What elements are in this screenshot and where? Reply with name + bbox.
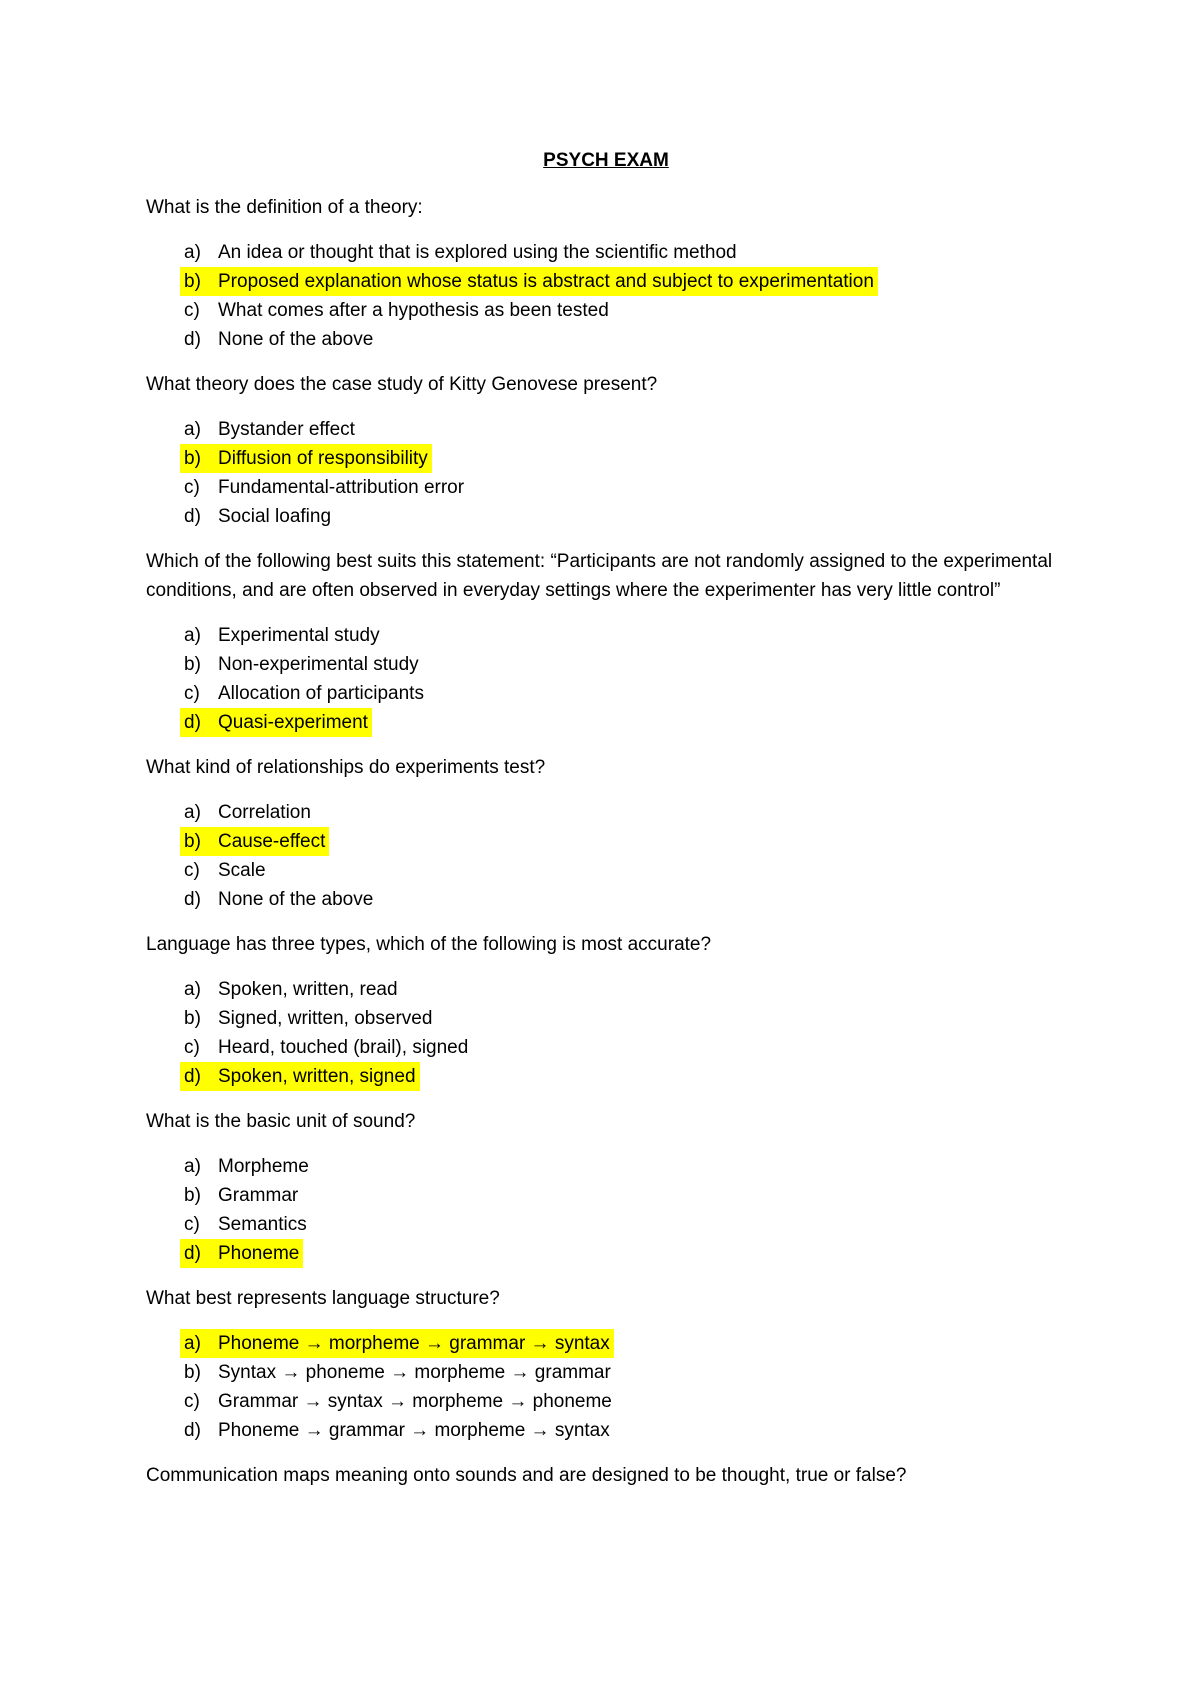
option-letter: b): [180, 827, 207, 856]
option-item: [146, 650, 1066, 679]
option-text: Quasi-experiment: [218, 712, 368, 733]
option-list: [146, 621, 1066, 737]
option-text: Fundamental-attribution error: [218, 477, 465, 498]
option-letter: d): [180, 708, 207, 737]
page-title: PSYCH EXAM: [543, 150, 669, 171]
option-item: [146, 679, 1066, 708]
option-text: Scale: [218, 860, 266, 881]
option-item-highlighted: [146, 267, 1066, 296]
option-letter: d): [184, 506, 201, 527]
option-item: [146, 1033, 1066, 1062]
option-item: [146, 1152, 1066, 1181]
option-text: Spoken, written, signed: [218, 1066, 416, 1087]
option-list: [146, 238, 1066, 354]
option-letter: b): [184, 1362, 201, 1383]
option-text: Heard, touched (brail), signed: [218, 1037, 469, 1058]
option-item-highlighted: [146, 1329, 1066, 1358]
option-text: Social loafing: [218, 506, 332, 527]
option-item: [146, 621, 1066, 650]
option-text: Proposed explanation whose status is abstract and subject to experimentation: [218, 271, 874, 292]
question-text: What is the definition of a theory:: [146, 197, 423, 218]
question-text: What is the basic unit of sound?: [146, 1111, 416, 1132]
option-text: Allocation of participants: [218, 683, 424, 704]
option-list: [146, 798, 1066, 914]
option-letter: a): [184, 979, 201, 1000]
question-text: Communication maps meaning onto sounds and are designed to be thought, true or false?: [146, 1465, 907, 1486]
option-text: Syntax → phoneme → morpheme → grammar: [218, 1362, 611, 1383]
exam-page: [146, 146, 1066, 1506]
question-text: What kind of relationships do experiments test?: [146, 757, 546, 778]
option-text: Semantics: [218, 1214, 307, 1235]
option-text: Bystander effect: [218, 419, 355, 440]
question-text: Which of the following best suits this statement: “Participants are not randomly assigned to the experimental conditions, and are often observed in everyday settings where the experimenter has very little control”: [146, 551, 1053, 601]
option-list: [146, 415, 1066, 531]
option-letter: c): [184, 1214, 200, 1235]
question-text: What theory does the case study of Kitty Genovese present?: [146, 374, 658, 395]
option-letter: b): [184, 1008, 201, 1029]
option-item: [146, 238, 1066, 267]
option-item: [146, 1416, 1066, 1445]
option-item-highlighted: [146, 827, 1066, 856]
option-list: [146, 1329, 1066, 1445]
option-item: [146, 1004, 1066, 1033]
option-text: Experimental study: [218, 625, 380, 646]
option-text: Spoken, written, read: [218, 979, 398, 1000]
option-item: [146, 1387, 1066, 1416]
option-letter: c): [184, 477, 200, 498]
option-letter: b): [184, 654, 201, 675]
option-text: Correlation: [218, 802, 311, 823]
option-text: Signed, written, observed: [218, 1008, 433, 1029]
option-text: None of the above: [218, 889, 374, 910]
option-letter: a): [184, 242, 201, 263]
option-text: Phoneme → morpheme → grammar → syntax: [218, 1333, 610, 1354]
option-item: [146, 1210, 1066, 1239]
option-item: [146, 1358, 1066, 1387]
option-item: [146, 473, 1066, 502]
option-item: [146, 885, 1066, 914]
option-text: Phoneme → grammar → morpheme → syntax: [218, 1420, 610, 1441]
option-text: What comes after a hypothesis as been tested: [218, 300, 609, 321]
option-letter: a): [184, 802, 201, 823]
option-letter: d): [180, 1239, 207, 1268]
option-text: Grammar: [218, 1185, 299, 1206]
option-letter: d): [184, 329, 201, 350]
option-letter: a): [184, 1156, 201, 1177]
option-item: [146, 856, 1066, 885]
option-letter: a): [180, 1329, 207, 1358]
option-letter: d): [180, 1062, 207, 1091]
option-letter: b): [180, 444, 207, 473]
option-item-highlighted: [146, 708, 1066, 737]
option-item: [146, 798, 1066, 827]
option-text: Grammar → syntax → morpheme → phoneme: [218, 1391, 612, 1412]
option-item: [146, 975, 1066, 1004]
option-letter: c): [184, 1037, 200, 1058]
option-letter: a): [184, 625, 201, 646]
option-text: Non-experimental study: [218, 654, 419, 675]
option-letter: c): [184, 683, 200, 704]
option-item-highlighted: [146, 1062, 1066, 1091]
question-text: Language has three types, which of the following is most accurate?: [146, 934, 712, 955]
option-letter: b): [180, 267, 207, 296]
option-item: [146, 325, 1066, 354]
option-item-highlighted: [146, 1239, 1066, 1268]
option-letter: a): [184, 419, 201, 440]
question-text: What best represents language structure?: [146, 1288, 500, 1309]
option-text: Cause-effect: [218, 831, 326, 852]
option-list: [146, 1152, 1066, 1268]
option-item: [146, 1181, 1066, 1210]
option-letter: d): [184, 889, 201, 910]
option-text: Morpheme: [218, 1156, 309, 1177]
option-item: [146, 502, 1066, 531]
option-text: Diffusion of responsibility: [218, 448, 428, 469]
option-text: Phoneme: [218, 1243, 300, 1264]
option-text: None of the above: [218, 329, 374, 350]
option-list: [146, 975, 1066, 1091]
option-letter: b): [184, 1185, 201, 1206]
option-item: [146, 415, 1066, 444]
question-list: [146, 193, 1066, 1490]
option-letter: d): [184, 1420, 201, 1441]
option-text: An idea or thought that is explored using the scientific method: [218, 242, 737, 263]
option-letter: c): [184, 1391, 200, 1412]
option-item: [146, 296, 1066, 325]
option-letter: c): [184, 300, 200, 321]
option-letter: c): [184, 860, 200, 881]
option-item-highlighted: [146, 444, 1066, 473]
